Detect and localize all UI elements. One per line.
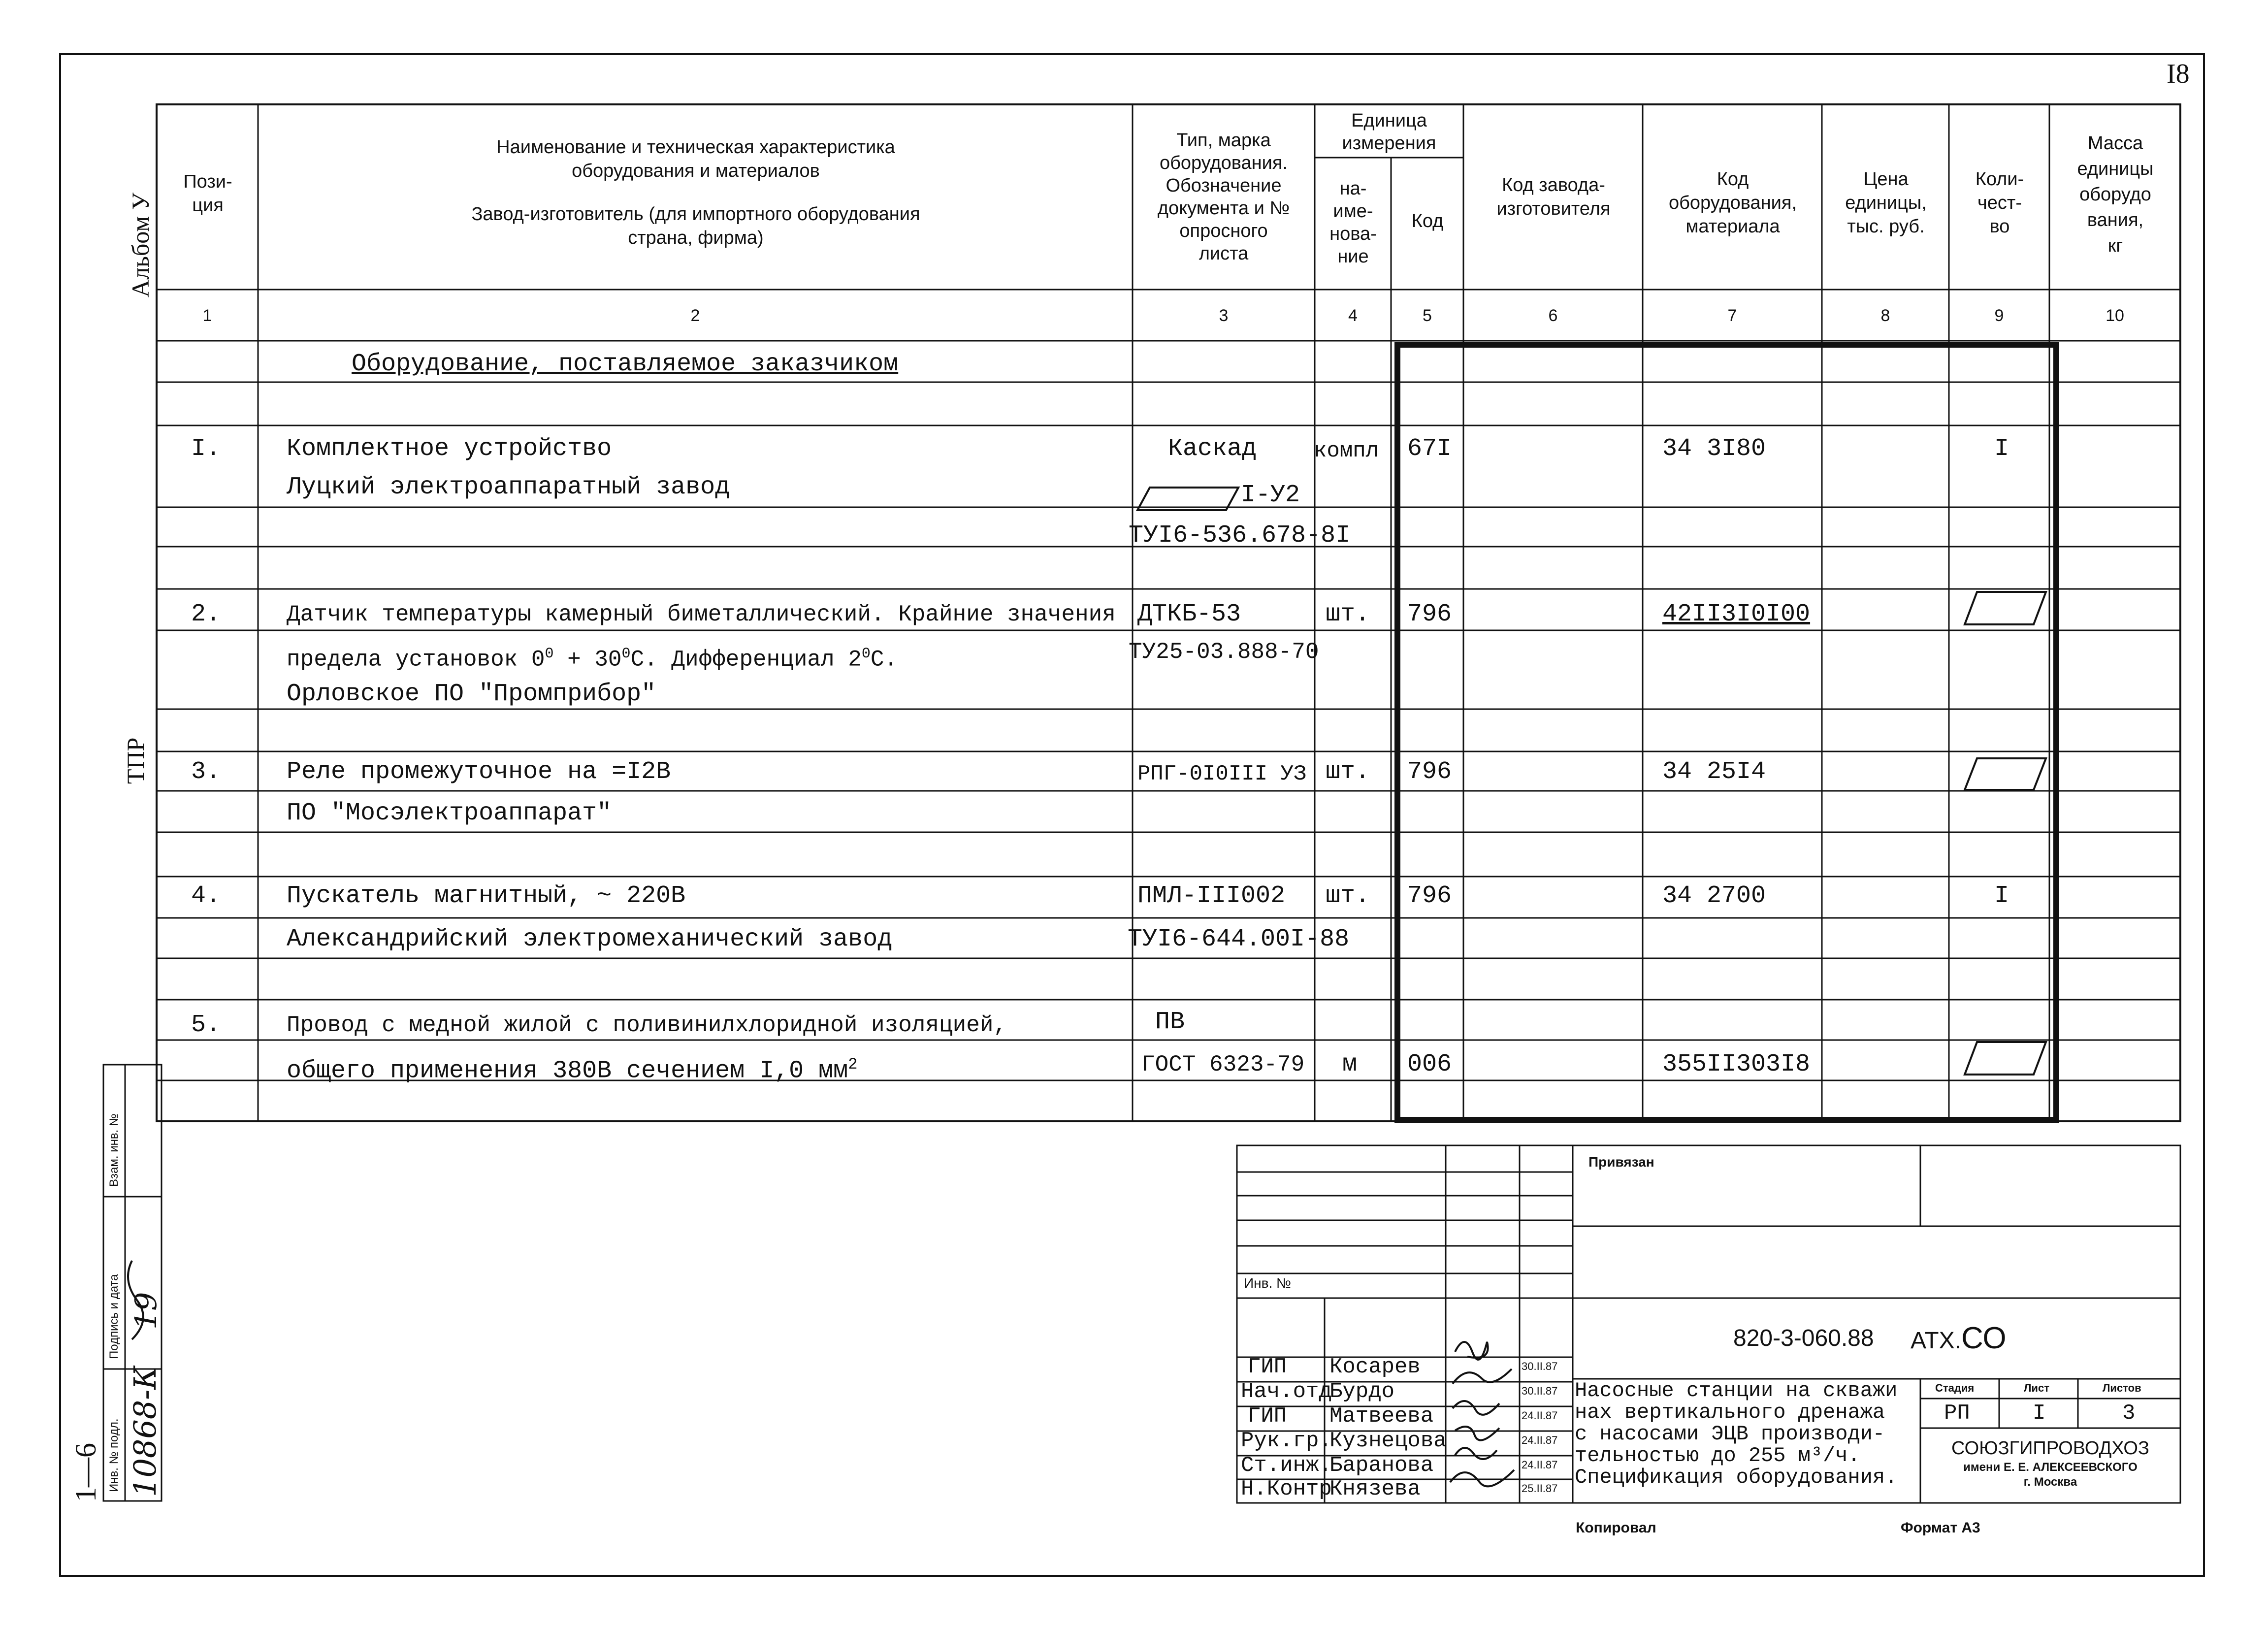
name-3: Матвеева (1329, 1404, 1434, 1429)
row3-unit: шт. (1326, 758, 1370, 786)
name-2: Бурдо (1329, 1379, 1395, 1404)
role-4: Рук.гр. (1241, 1429, 1332, 1453)
row4-unit: шт. (1326, 882, 1370, 910)
row2-name2b: + 30 (553, 647, 622, 673)
sheet-label: Лист (2024, 1382, 2049, 1394)
row4-code: 796 (1407, 882, 1452, 910)
mark-prefix: АТХ. (1911, 1328, 1961, 1354)
row5-name2: общего применения 380В сечением I,0 мм (287, 1057, 848, 1085)
sign-value: 19 (129, 1292, 163, 1330)
description-line-1: Насосные станции на скважи (1575, 1379, 1898, 1402)
header-unit-code: Код (1411, 211, 1444, 231)
row4-type2: ТУI6-644.00I-88 (1128, 925, 1350, 953)
inv-no-value: 10868-К (127, 1366, 163, 1497)
column-number: 3 (1219, 306, 1229, 325)
row5-unit: м (1342, 1050, 1358, 1078)
row3-position: 3. (191, 758, 221, 786)
organization-name: СОЮЗГИПРОВОДХОЗ (1951, 1438, 2149, 1459)
stage-label: Стадия (1935, 1382, 1975, 1394)
header-price: Цена единицы, тыс. руб. (1845, 169, 1927, 237)
header-mass: Масса единицы оборудо вания, кг (2077, 133, 2154, 256)
document-mark (1911, 1321, 2007, 1356)
row2-maker: Орловское ПО "Промприбор" (287, 680, 656, 708)
row5-sup: 2 (848, 1055, 858, 1074)
header-name-title: Наименование и техническая характеристика оборудования и материалов (496, 137, 895, 181)
header-name (261, 135, 1131, 250)
name-1: Косарев (1329, 1355, 1421, 1379)
date-1: 30.II.87 (1522, 1360, 1558, 1372)
row2-type: ДТКБ-53 (1137, 600, 1241, 628)
row3-type: РПГ-0I0III УЗ (1137, 762, 1307, 786)
row1-type3: ТУI6-536.678-8I (1129, 521, 1351, 550)
row2-name2d: С. (870, 647, 898, 673)
row1-position: I. (191, 435, 221, 463)
row4-quantity: I (1994, 882, 2009, 910)
role-1: ГИП (1248, 1355, 1287, 1379)
row2-sup1: 0 (545, 646, 554, 662)
row2-name2c: С. Дифференциал 2 (630, 647, 862, 673)
row2-position: 2. (191, 600, 221, 628)
header-type: Тип, марка оборудования. Обозначение документа и № опросного листа (1157, 130, 1290, 264)
sheets-label: Листов (2103, 1382, 2141, 1394)
role-6: Н.Контр (1241, 1477, 1332, 1501)
header-equipment-code: Код оборудования, материала (1668, 169, 1797, 237)
copied-label: Копировал (1576, 1520, 1656, 1536)
stage-value: РП (1944, 1401, 1970, 1426)
section-title: Оборудование, поставляемое заказчиком (352, 350, 899, 378)
description-line-5: Спецификация оборудования. (1575, 1466, 1898, 1489)
row4-maker: Александрийский электромеханический завод (287, 925, 893, 953)
row1-equipment-code: 34 3I80 (1662, 435, 1766, 463)
description-line-2: нах вертикального дренажа (1575, 1401, 1885, 1424)
organization-sub1: имени Е. Е. АЛЕКСЕЕВСКОГО (1963, 1461, 2138, 1474)
date-6: 25.II.87 (1522, 1482, 1558, 1495)
row5-name: Провод с медной жилой с поливинилхлоридной изоляцией, (287, 1012, 1007, 1038)
date-3: 24.II.87 (1522, 1409, 1558, 1422)
row2-name2a: предела установок 0 (287, 647, 545, 673)
column-number: 7 (1727, 306, 1737, 325)
row5-type2: ГОСТ 6323-79 (1141, 1052, 1305, 1077)
row1-quantity: I (1994, 435, 2009, 463)
date-4: 24.II.87 (1522, 1434, 1558, 1446)
row4-position: 4. (191, 882, 221, 910)
row2-code: 796 (1407, 600, 1452, 628)
organization-sub2: г. Москва (2023, 1475, 2077, 1489)
header-quantity: Коли- чест- во (1975, 169, 2024, 237)
stamp-code: 1—6 (69, 1443, 102, 1502)
row3-maker: ПО "Мосэлектроаппарат" (287, 799, 612, 827)
column-number: 1 (202, 306, 212, 325)
row5-position: 5. (191, 1011, 221, 1039)
row3-equipment-code: 34 25I4 (1662, 758, 1766, 786)
row2-type2: ТУ25-03.888-70 (1129, 639, 1319, 665)
row2-name: Датчик температуры камерный биметаллический. Крайние значения (287, 602, 1116, 627)
mark-big: СО (1961, 1321, 2007, 1355)
row4-equipment-code: 34 2700 (1662, 882, 1766, 910)
sign-date-label: Подпись и дата (107, 1274, 121, 1359)
name-6: Князева (1329, 1477, 1421, 1501)
row1-type: Каскад (1168, 435, 1257, 463)
date-5: 24.II.87 (1522, 1459, 1558, 1471)
document-code: 820-3-060.88 (1733, 1325, 1874, 1351)
role-2: Нач.отд (1241, 1379, 1332, 1404)
blank-mark (1965, 758, 2046, 790)
vzam-label: Взам. инв. № (107, 1113, 121, 1187)
column-number: 6 (1548, 306, 1558, 325)
name-5: Баранова (1329, 1453, 1434, 1478)
column-number: 4 (1348, 306, 1358, 325)
column-number: 10 (2106, 306, 2124, 325)
header-unit-name: на- име- нова- ние (1329, 178, 1377, 267)
header-name-maker: Завод-изготовитель (для импортного оборудования страна, фирма) (471, 204, 920, 248)
row2-sup3: 0 (861, 646, 871, 662)
inv-no-label: Инв. № подл. (107, 1418, 121, 1492)
row2-equipment-code: 42II3I0I00 (1662, 600, 1811, 628)
role-3: ГИП (1248, 1404, 1287, 1429)
row1-unit: компл (1314, 439, 1379, 463)
row2-sup2: 0 (621, 646, 631, 662)
row5-type: ПВ (1155, 1008, 1185, 1036)
row1-name: Комплектное устройство (287, 435, 612, 463)
column-number: 9 (1994, 306, 2004, 325)
header-maker-code: Код завода- изготовителя (1496, 175, 1611, 219)
row2-unit: шт. (1326, 600, 1370, 628)
inv-no-label-tb: Инв. № (1244, 1275, 1292, 1291)
row3-code: 796 (1407, 758, 1452, 786)
row5-code: 006 (1407, 1050, 1452, 1078)
page-number: I8 (2167, 59, 2190, 89)
description-line-3: с насосами ЭЦВ производи- (1575, 1422, 1885, 1446)
row2-name-line2 (287, 640, 898, 673)
column-number: 2 (690, 306, 700, 325)
column-number: 5 (1423, 306, 1432, 325)
format-label: Формат А3 (1901, 1520, 1980, 1536)
row1-type2: I-У2 (1241, 481, 1300, 509)
blank-mark (1965, 1042, 2046, 1075)
sheets-value: 3 (2122, 1401, 2136, 1426)
name-4: Кузнецова (1329, 1429, 1447, 1453)
row4-name: Пускатель магнитный, ~ 220В (287, 882, 686, 910)
header-position: Пози- ция (183, 171, 232, 216)
row3-name: Реле промежуточное на =I2В (287, 758, 671, 786)
column-number: 8 (1880, 306, 1890, 325)
row5-name-line2 (287, 1051, 857, 1085)
header-unit: Единица измерения (1342, 110, 1436, 154)
row1-code: 67I (1407, 435, 1452, 463)
privyazan-label: Привязан (1588, 1154, 1654, 1170)
row5-equipment-code: 355II303I8 (1662, 1050, 1811, 1078)
sheet-value: I (2033, 1401, 2046, 1426)
description-line-4: тельностью до 255 м³/ч. (1575, 1444, 1860, 1467)
row1-maker: Луцкий электроаппаратный завод (287, 473, 730, 501)
role-5: Ст.инж. (1241, 1453, 1332, 1478)
date-2: 30.II.87 (1522, 1385, 1558, 1397)
row4-type: ПМЛ-III002 (1137, 882, 1286, 910)
album-label: Альбом У (127, 193, 154, 297)
tpr-label: ТПР (122, 737, 149, 784)
blank-mark (1965, 592, 2046, 624)
